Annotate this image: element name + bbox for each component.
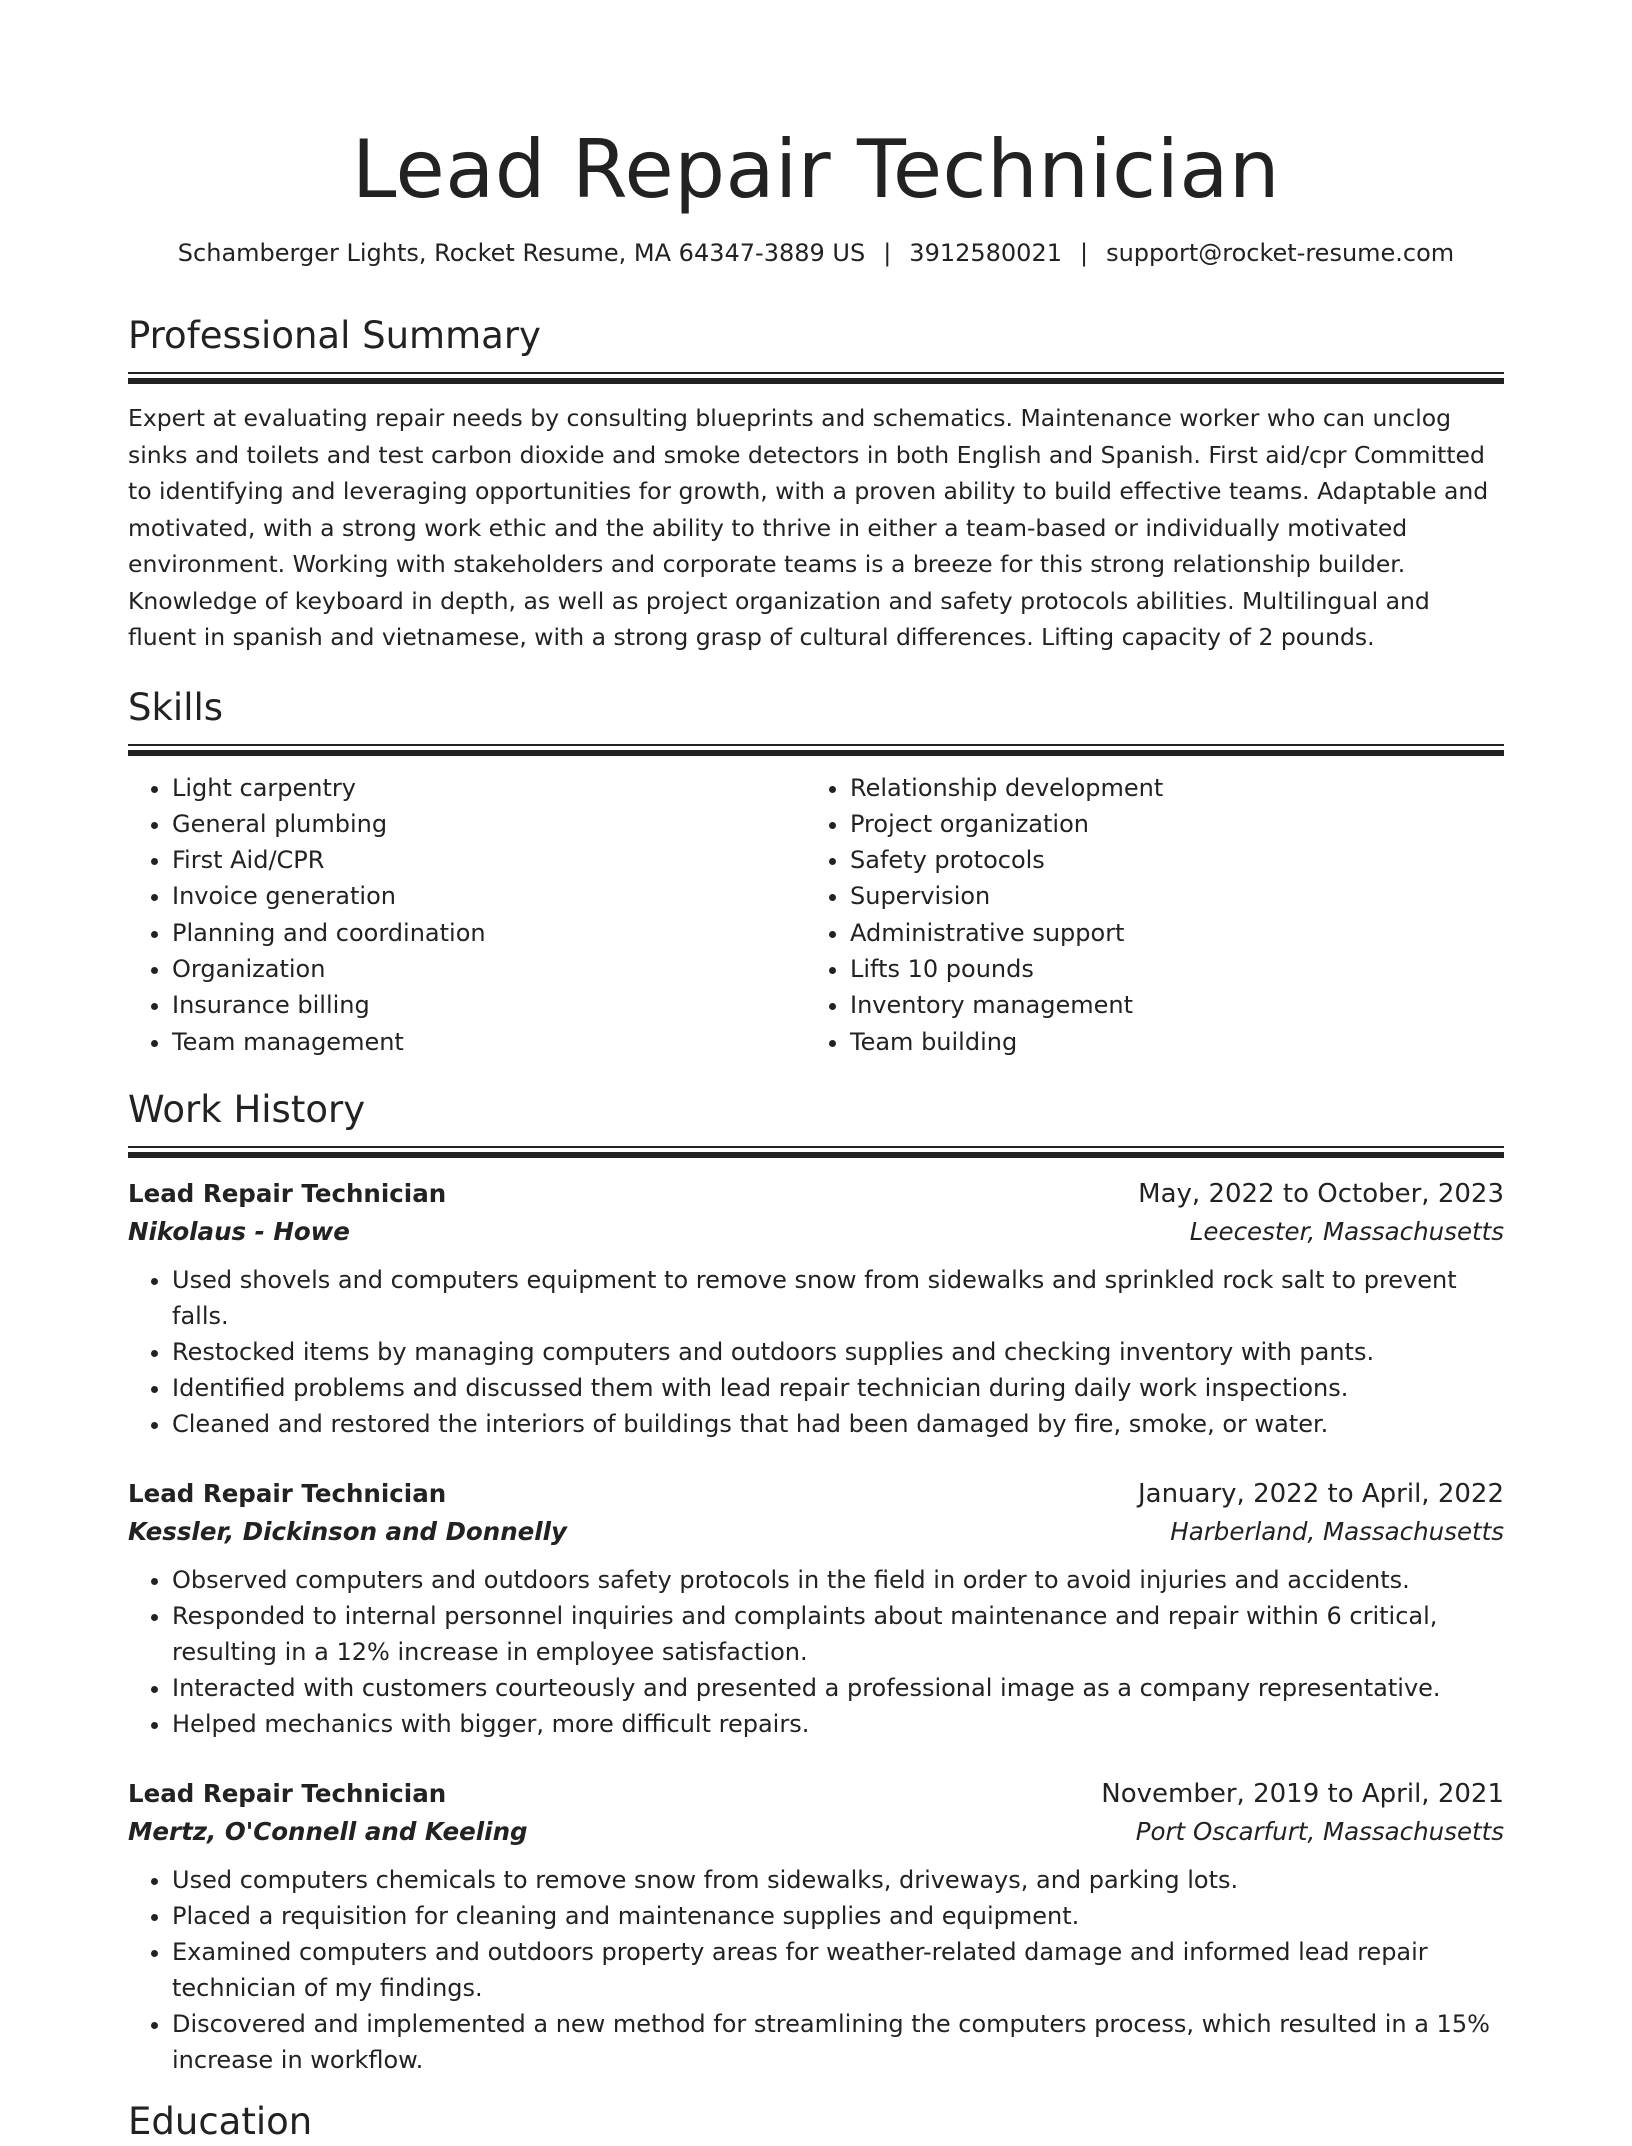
skill-item: • General plumbing — [172, 806, 806, 842]
skill-item: • Insurance billing — [172, 987, 806, 1023]
skill-item: • Organization — [172, 951, 806, 987]
skill-item: • Lifts 10 pounds — [850, 951, 1484, 987]
job-bullets — [128, 1862, 1504, 2078]
job-entry — [128, 1176, 1504, 1442]
job-bullet: • Discovered and implemented a new method for streamlining the computers process, which resulted in a 15% increase in workflow. — [172, 2006, 1504, 2078]
skills-list-left — [128, 770, 806, 1060]
job-bullet: • Restocked items by managing computers and outdoors supplies and checking inventory with pants. — [172, 1334, 1504, 1370]
skill-item: • Relationship development — [850, 770, 1484, 806]
job-company-row — [128, 1812, 1504, 1852]
job-bullet: • Placed a requisition for cleaning and maintenance supplies and equipment. — [172, 1898, 1504, 1934]
section-divider — [128, 1146, 1504, 1158]
job-dates: January, 2022 to April, 2022 — [1137, 1478, 1504, 1509]
job-entry — [128, 1776, 1504, 2078]
summary-text: Expert at evaluating repair needs by consulting blueprints and schematics. Maintenance worker who can unclog sinks and toilets and test carbon dioxide and smoke detectors in both English and Spanish. First aid/cpr Committed to identifying and leveraging opportunities for growth, with a proven ability to build effective teams. Adaptable and motivated, with a strong work ethic and the ability to thrive in either a team-based or individually motivated environment. Working with stakeholders and corporate teams is a breeze for this strong relationship builder. Knowledge of keyboard in depth, as well as project organization and safety protocols abilities. Multilingual and fluent in spanish and vietnamese, with a strong grasp of cultural differences. Lifting capacity of 2 pounds. — [128, 404, 1489, 651]
resume-page — [128, 0, 1504, 2146]
skill-item: • Light carpentry — [172, 770, 806, 806]
job-header-row — [128, 1776, 1504, 1812]
section-title-summary: Professional Summary — [128, 314, 541, 357]
contact-line — [128, 236, 1504, 270]
job-bullet: • Responded to internal personnel inquiries and complaints about maintenance and repair within 6 critical, resulting in a 12% increase in employee satisfaction. — [172, 1598, 1504, 1670]
skill-item: • Safety protocols — [850, 842, 1484, 878]
job-bullet: • Examined computers and outdoors property areas for weather-related damage and informed lead repair technician of my findings. — [172, 1934, 1504, 2006]
job-dates: November, 2019 to April, 2021 — [1101, 1778, 1504, 1809]
skill-item: • Supervision — [850, 878, 1484, 914]
contact-phone: 3912580021 — [909, 239, 1062, 267]
section-title-education: Education — [128, 2099, 313, 2143]
job-company-row — [128, 1512, 1504, 1552]
contact-separator: | — [883, 239, 892, 267]
resume-name: Lead Repair Technician — [351, 123, 1281, 216]
job-company: Kessler, Dickinson and Donnelly — [128, 1516, 568, 1546]
job-header-row — [128, 1476, 1504, 1512]
skill-item: • Project organization — [850, 806, 1484, 842]
job-bullet: • Interacted with customers courteously and presented a professional image as a company representative. — [172, 1670, 1504, 1706]
job-bullet: • Used shovels and computers equipment to remove snow from sidewalks and sprinkled rock salt to prevent falls. — [172, 1262, 1504, 1334]
job-bullets — [128, 1262, 1504, 1442]
summary-section — [128, 312, 1504, 656]
job-bullet: • Used computers chemicals to remove snow from sidewalks, driveways, and parking lots. — [172, 1862, 1504, 1898]
contact-separator: | — [1080, 239, 1089, 267]
skill-item: • First Aid/CPR — [172, 842, 806, 878]
section-title-skills: Skills — [128, 685, 224, 729]
job-title: Lead Repair Technician — [128, 1178, 447, 1208]
work-history-section — [128, 1086, 1504, 2078]
job-title: Lead Repair Technician — [128, 1478, 447, 1508]
skill-item: • Planning and coordination — [172, 915, 806, 951]
skills-list-right — [806, 770, 1484, 1060]
section-title-work-history: Work History — [128, 1087, 366, 1131]
job-dates: May, 2022 to October, 2023 — [1138, 1178, 1504, 1209]
skill-item: • Inventory management — [850, 987, 1484, 1023]
job-bullets — [128, 1562, 1504, 1742]
job-entry — [128, 1476, 1504, 1742]
job-company: Mertz, O'Connell and Keeling — [128, 1816, 528, 1846]
contact-email: support@rocket-resume.com — [1106, 239, 1455, 267]
section-divider — [128, 372, 1504, 384]
job-bullet: • Observed computers and outdoors safety protocols in the field in order to avoid injuries and accidents. — [172, 1562, 1504, 1598]
job-company: Nikolaus - Howe — [128, 1216, 350, 1246]
job-bullet: • Helped mechanics with bigger, more difficult repairs. — [172, 1706, 1504, 1742]
skill-item: • Team management — [172, 1024, 806, 1060]
job-bullet: • Identified problems and discussed them with lead repair technician during daily work inspections. — [172, 1370, 1504, 1406]
job-title: Lead Repair Technician — [128, 1778, 447, 1808]
job-bullet: • Cleaned and restored the interiors of buildings that had been damaged by fire, smoke, or water. — [172, 1406, 1504, 1442]
skill-item: • Administrative support — [850, 915, 1484, 951]
job-header-row — [128, 1176, 1504, 1212]
job-company-row — [128, 1212, 1504, 1252]
skill-item: • Invoice generation — [172, 878, 806, 914]
skill-item: • Team building — [850, 1024, 1484, 1060]
skills-section — [128, 684, 1504, 1060]
job-location: Leecester, Massachusetts — [1189, 1216, 1504, 1246]
skills-grid — [128, 770, 1504, 1060]
section-divider — [128, 744, 1504, 756]
job-location: Harberland, Massachusetts — [1170, 1516, 1504, 1546]
education-section — [128, 2098, 1504, 2146]
job-location: Port Oscarfurt, Massachusetts — [1135, 1816, 1504, 1846]
contact-address: Schamberger Lights, Rocket Resume, MA 64347-3889 US — [177, 239, 866, 267]
